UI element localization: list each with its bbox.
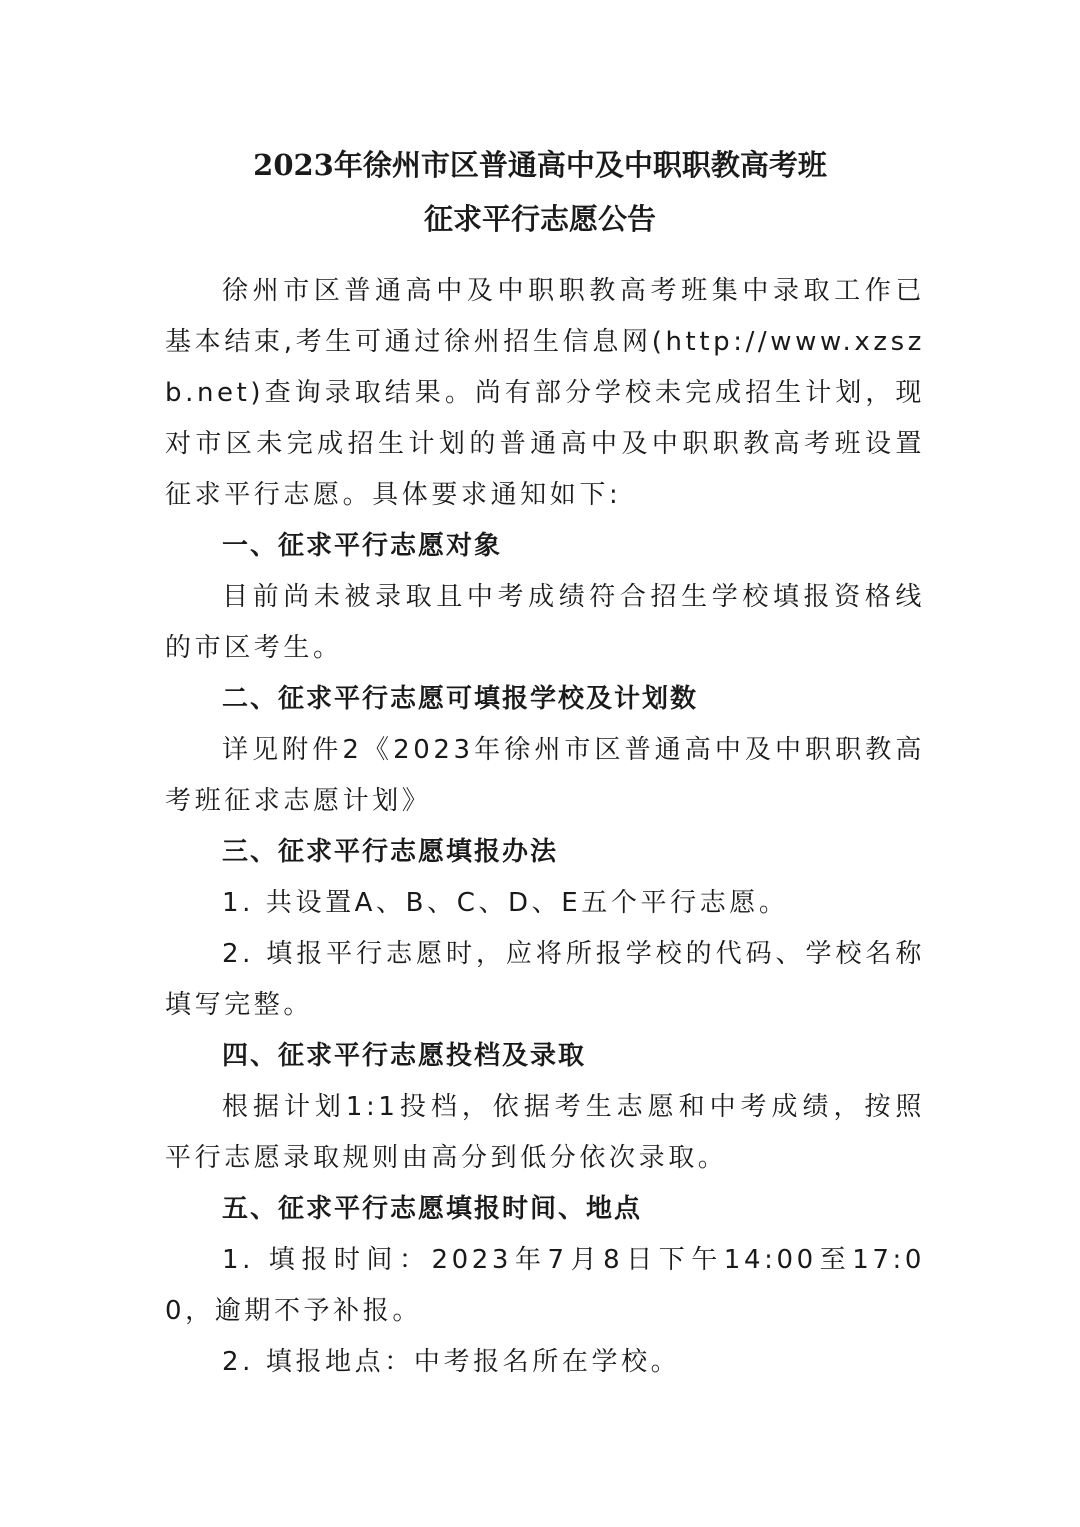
title-line-2: 征求平行志愿公告: [423, 202, 656, 236]
section-3-paragraph-1: 1. 共设置A、B、C、D、E五个平行志愿。: [222, 888, 789, 918]
section-5-paragraph-2: 2. 填报地点：中考报名所在学校。: [222, 1347, 681, 1377]
section-heading-1: 一、征求平行志愿对象: [222, 531, 503, 561]
intro-paragraph: 徐州市区普通高中及中职职教高考班集中录取工作已基本结束,考生可通过徐州招生信息网(http://www.xzszb.net)查询录取结果。尚有部分学校未完成招生计划，现对市区未完成招生计划的普通高中及中职职教高考班设置征求平行志愿。具体要求通知如下:: [165, 276, 925, 510]
section-4-paragraph-1: 根据计划1:1投档，依据考生志愿和中考成绩，按照平行志愿录取规则由高分到低分依次录取。: [165, 1092, 925, 1173]
document-title: [0, 138, 1080, 246]
section-heading-2: 二、征求平行志愿可填报学校及计划数: [222, 684, 699, 714]
document-body: [165, 266, 925, 1388]
section-heading-4: 四、征求平行志愿投档及录取: [222, 1041, 587, 1071]
section-5-paragraph-1: 1. 填报时间：2023年7月8日下午14:00至17:00，逾期不予补报。: [165, 1245, 925, 1326]
section-heading-5: 五、征求平行志愿填报时间、地点: [222, 1194, 643, 1224]
title-line-1: 2023年徐州市区普通高中及中职职教高考班: [253, 148, 827, 182]
section-3-paragraph-2: 2. 填报平行志愿时，应将所报学校的代码、学校名称填写完整。: [165, 939, 925, 1020]
section-heading-3: 三、征求平行志愿填报办法: [222, 837, 559, 867]
section-2-paragraph-1: 详见附件2《2023年徐州市区普通高中及中职职教高考班征求志愿计划》: [165, 735, 925, 816]
section-1-paragraph-1: 目前尚未被录取且中考成绩符合招生学校填报资格线的市区考生。: [165, 582, 925, 663]
